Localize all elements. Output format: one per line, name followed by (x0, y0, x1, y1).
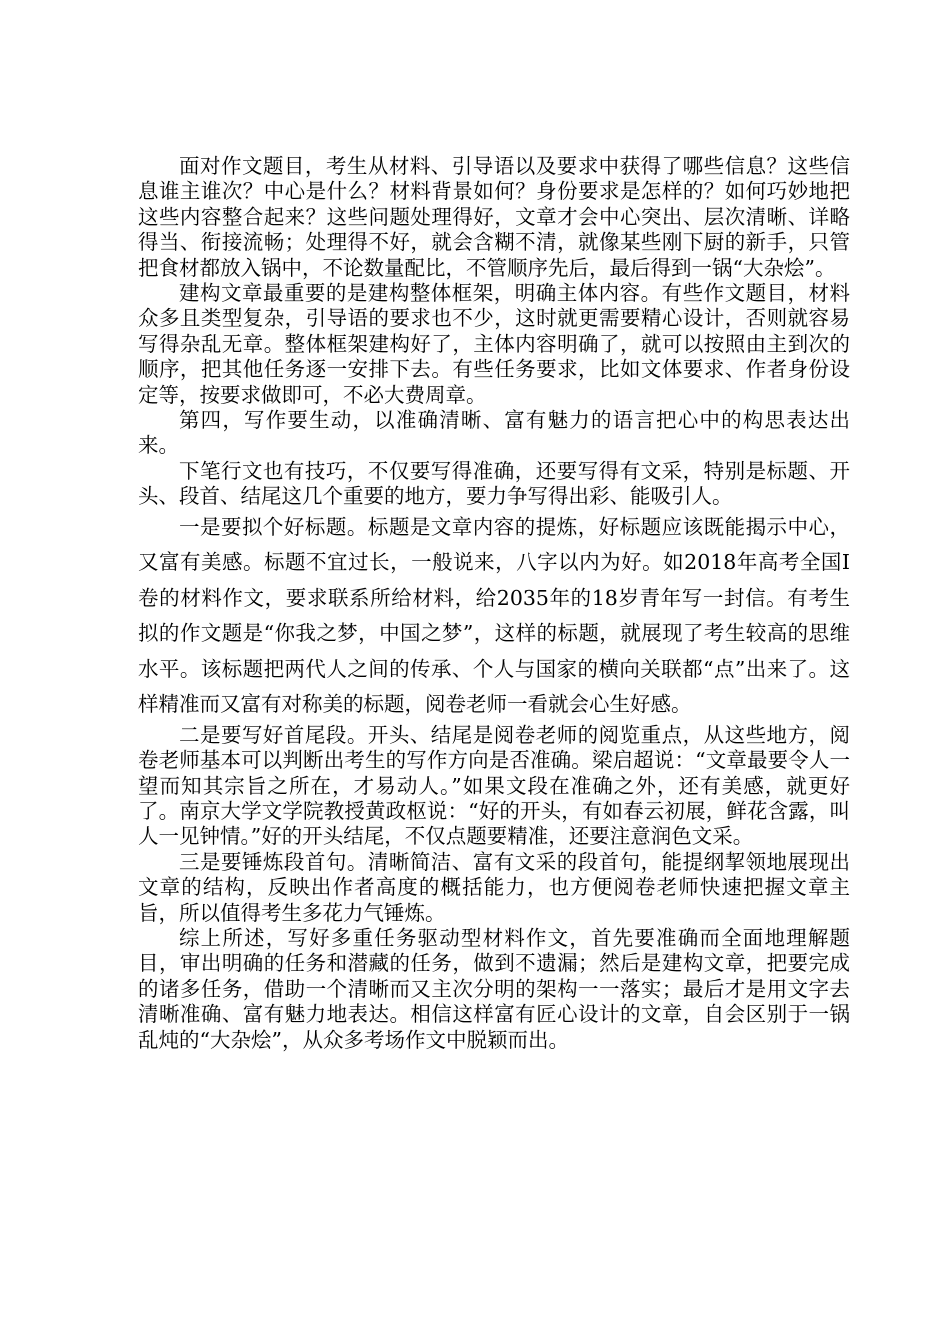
paragraph-8: 综上所述，写好多重任务驱动型材料作文，首先要准确而全面地理解题目，审出明确的任务和潜藏的任务，做到不遗漏；然后是建构文章，把要完成的诸多任务，借助一个清晰而又主次分明的架构一一落实；最后才是用文字去清晰准确、富有魅力地表达。相信这样富有匠心设计的文章，自会区别于一锅乱炖的“大杂烩”，从众多考场作文中脱颖而出。 (138, 925, 850, 1052)
paragraph-5: 一是要拟个好标题。标题是文章内容的提炼，好标题应该既能揭示中心，又富有美感。标题不宜过长，一般说来，八字以内为好。如2018年高考全国Ⅰ卷的材料作文，要求联系所给材料，给2035年的18岁青年写一封信。有考生拟的作文题是“你我之梦，中国之梦”，这样的标题，就展现了考生较高的思维水平。该标题把两代人之间的传承、个人与国家的横向关联都“点”出来了。这样精准而又富有对称美的标题，阅卷老师一看就会心生好感。 (138, 514, 850, 717)
paragraph-2: 建构文章最重要的是建构整体框架，明确主体内容。有些作文题目，材料众多且类型复杂，引导语的要求也不少，这时就更需要精心设计，否则就容易写得杂乱无章。整体框架建构好了，主体内容明确了，就可以按照由主到次的顺序，把其他任务逐一安排下去。有些任务要求，比如文体要求、作者身份设定等，按要求做即可，不必大费周章。 (138, 281, 850, 407)
paragraph-3: 第四，写作要生动，以准确清晰、富有魅力的语言把心中的构思表达出来。 (138, 408, 850, 458)
paragraph-4: 下笔行文也有技巧，不仅要写得准确，还要写得有文采，特别是标题、开头、段首、结尾这几个重要的地方，要力争写得出彩、能吸引人。 (138, 458, 850, 509)
paragraph-6: 二是要写好首尾段。开头、结尾是阅卷老师的阅览重点，从这些地方，阅卷老师基本可以判断出考生的写作方向是否准确。梁启超说：“文章最要令人一望而知其宗旨之所在，才易动人。”如果文段在准确之外，还有美感，就更好了。南京大学文学院教授黄政枢说：“好的开头，有如春云初展，鲜花含露，叫人一见钟情。”好的开头结尾，不仅点题要精准，还要注意润色文采。 (138, 722, 850, 849)
paragraph-7: 三是要锤炼段首句。清晰简洁、富有文采的段首句，能提纲挈领地展现出文章的结构，反映出作者高度的概括能力，也方便阅卷老师快速把握文章主旨，所以值得考生多花力气锤炼。 (138, 849, 850, 925)
paragraph-1: 面对作文题目，考生从材料、引导语以及要求中获得了哪些信息？这些信息谁主谁次？中心是什么？材料背景如何？身份要求是怎样的？如何巧妙地把这些内容整合起来？这些问题处理得好，文章才会中心突出、层次清晰、详略得当、衔接流畅；处理得不好，就会含糊不清，就像某些刚下厨的新手，只管把食材都放入锅中，不论数量配比，不管顺序先后，最后得到一锅“大杂烩”。 (138, 154, 850, 280)
document-body (138, 154, 850, 1053)
